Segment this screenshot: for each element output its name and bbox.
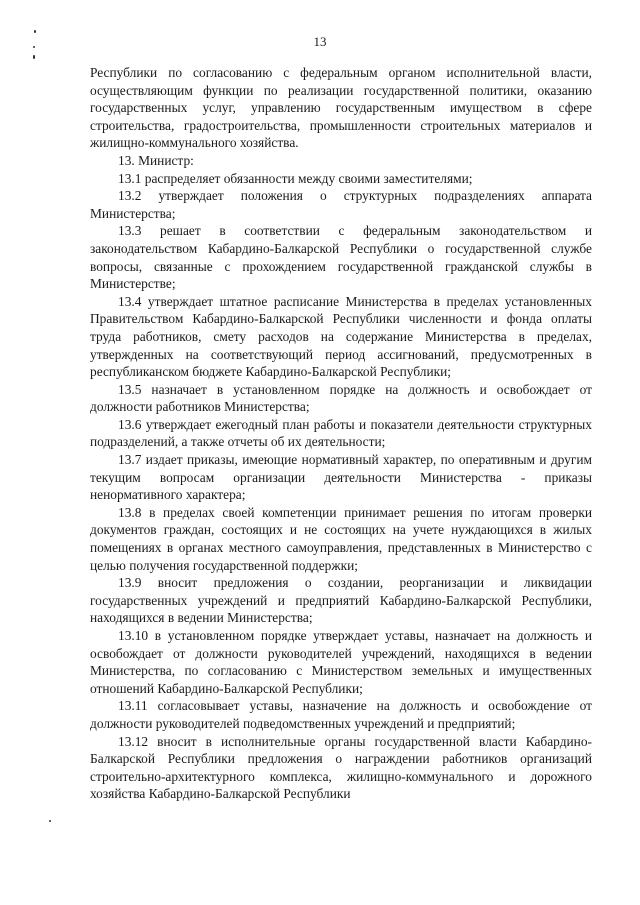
paragraph: 13.7 издает приказы, имеющие нормативный характер, по оперативным и другим текущим вопросам организации деятельности Министерства - приказы ненормативного характера; — [90, 452, 592, 503]
paragraph: 13.4 утверждает штатное расписание Министерства в пределах установленных Правительством Кабардино-Балкарской Республики численности и фонда оплаты труда работников, смету расходов на содержание Министерства в пределах, утвержденных на соответствующий период ассигнований, предусмотренных в республиканском бюджете Кабардино-Балкарской Республики; — [90, 293, 592, 380]
paragraph: 13.2 утверждает положения о структурных подразделениях аппарата Министерства; — [90, 188, 592, 221]
paragraph: 13.11 согласовывает уставы, назначение на должность и освобождение от должности руководителей подведомственных учреждений и предприятий; — [90, 698, 592, 731]
section-heading: 13. Министр: — [118, 152, 194, 168]
paragraph: 13.1 распределяет обязанности между своими заместителями; — [118, 170, 473, 186]
paragraph: Республики по согласованию с федеральным органом исполнительной власти, осуществляющим функции по реализации государственной политики, оказанию государственных услуг, управлению государственным имуществом в сфере строительства, градостроительства, промышленности строительных материалов и жилищно-коммунального хозяйства. — [90, 65, 592, 151]
paragraph: 13.5 назначает в установленном порядке на должность и освобождает от должности работников Министерства; — [90, 381, 592, 415]
paragraph: 13.6 утверждает ежегодный план работы и показатели деятельности структурных подразделений, а также отчеты об их деятельности; — [90, 416, 592, 450]
margin-mark — [33, 55, 35, 59]
page-number: 13 — [313, 34, 327, 49]
paragraph: 13.3 решает в соответствии с федеральным законодательством и законодательством Кабардино-Балкарской Республики о государственной службе вопросы, связанные с прохождением государственной гражданской службы в Министерстве; — [90, 223, 592, 292]
document-body — [90, 64, 592, 803]
paragraph: 13.12 вносит в исполнительные органы государственной власти Кабардино-Балкарской Республики предложения о награждении работников организаций строительно-архитектурного комплекса, жилищно-коммунального и дорожного хозяйства Кабардино-Балкарской Республики — [90, 733, 592, 802]
margin-mark — [49, 820, 51, 822]
paragraph: 13.9 вносит предложения о создании, реорганизации и ликвидации государственных учреждений и предприятий Кабардино-Балкарской Республики, находящихся в ведении Министерства; — [90, 575, 592, 626]
margin-mark — [34, 30, 36, 33]
paragraph: 13.8 в пределах своей компетенции принимает решения по итогам проверки документов граждан, состоящих и не состоящих на учете нуждающихся в жилых помещениях в органах местного самоуправления, представленных в Министерство с целью получения государственной поддержки; — [90, 504, 592, 573]
paragraph: 13.10 в установленном порядке утверждает уставы, назначает на должность и освобождает от должности руководителей учреждений, находящихся в ведении Министерства, по согласованию с Министерством земельных и имущественных отношений Кабардино-Балкарской Республики; — [90, 628, 592, 696]
